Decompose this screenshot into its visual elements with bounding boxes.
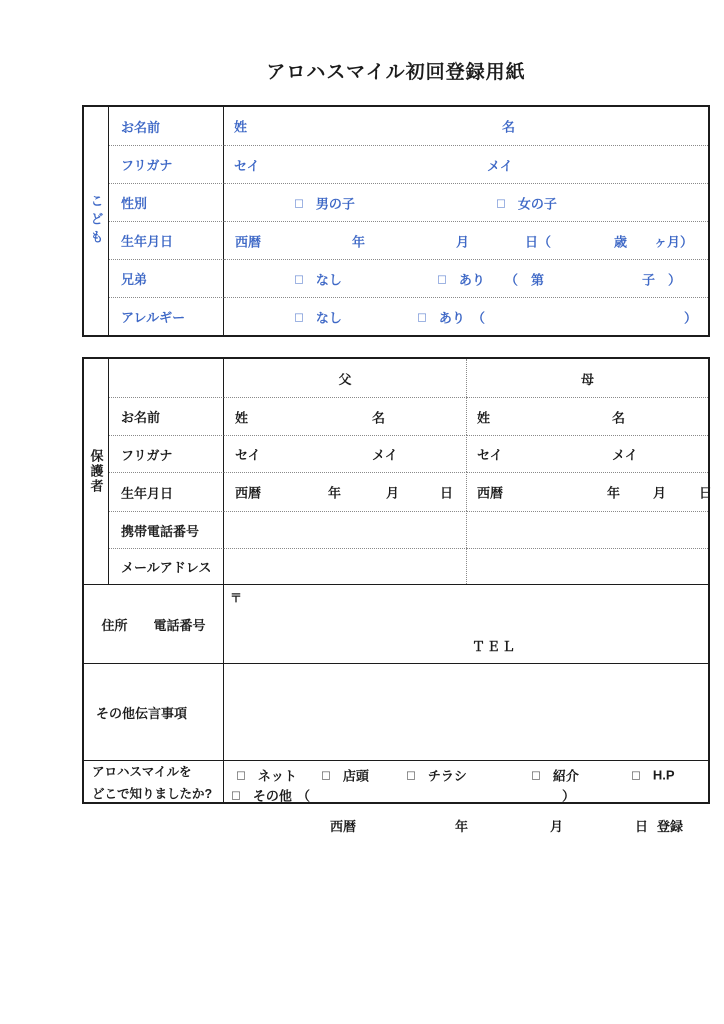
referral-other-option bbox=[232, 786, 292, 805]
child-furigana-label-cell: フリガナ bbox=[109, 145, 224, 183]
store-checkbox-icon[interactable]: □ bbox=[322, 767, 330, 783]
footer-registered: 登録 bbox=[657, 819, 684, 834]
gender-girl-option bbox=[497, 193, 557, 212]
child-name-label-cell: お名前 bbox=[109, 107, 224, 145]
referral-label-line2: どこで知りましたか? bbox=[92, 786, 213, 801]
siblings-ordinal-open: （ 第 bbox=[505, 272, 545, 287]
child-lastname-caption: 姓 bbox=[234, 119, 248, 135]
guardian-email-label-cell: メールアドレス bbox=[109, 548, 224, 584]
flyer-option-label: チラシ bbox=[427, 768, 467, 784]
mother-firstname-caption: 名 bbox=[612, 410, 626, 425]
guardian-header-spacer bbox=[109, 359, 224, 397]
father-furigana-field[interactable] bbox=[224, 435, 467, 472]
gender-boy-option bbox=[295, 193, 355, 212]
footer-year: 年 bbox=[455, 819, 469, 834]
address-label-cell: 住所 電話番号 bbox=[84, 584, 224, 663]
child-firstname-caption: 名 bbox=[502, 119, 516, 135]
child-side-label: こども bbox=[88, 194, 104, 248]
child-side-header bbox=[84, 107, 109, 335]
father-birth-field[interactable] bbox=[224, 472, 467, 511]
girl-option-label: 女の子 bbox=[517, 196, 557, 211]
referral-hp-option bbox=[632, 768, 675, 783]
mother-birth-era: 西暦 bbox=[477, 485, 504, 501]
notes-field[interactable] bbox=[224, 663, 708, 760]
referral-net-option bbox=[237, 766, 297, 785]
store-option-label: 店頭 bbox=[342, 768, 369, 784]
child-allergy-label-cell: アレルギー bbox=[109, 297, 224, 335]
guardian-birth-label-cell: 生年月日 bbox=[109, 472, 224, 511]
child-name-field[interactable] bbox=[224, 107, 708, 145]
boy-option-label: 男の子 bbox=[315, 196, 355, 211]
allergy-none-option bbox=[295, 307, 342, 326]
mother-birth-month: 月 bbox=[653, 485, 667, 501]
mother-furigana-field[interactable] bbox=[467, 435, 708, 472]
footer-month: 月 bbox=[550, 819, 564, 834]
child-siblings-field bbox=[224, 259, 708, 297]
mother-lastname-caption: 姓 bbox=[477, 410, 491, 425]
referral-intro-option bbox=[532, 766, 579, 785]
child-birth-age: 歳 bbox=[614, 234, 628, 249]
siblings-none-option bbox=[295, 269, 342, 288]
father-column-header: 父 bbox=[224, 359, 467, 397]
referral-label-cell bbox=[84, 760, 224, 802]
father-furigana-first-caption: メイ bbox=[372, 447, 398, 463]
siblings-yes-label: あり bbox=[458, 272, 485, 287]
father-furigana-last-caption: セイ bbox=[235, 447, 261, 463]
mother-furigana-first-caption: メイ bbox=[612, 447, 638, 463]
intro-checkbox-icon[interactable]: □ bbox=[532, 767, 540, 783]
net-option-label: ネット bbox=[257, 768, 297, 784]
mother-birth-field[interactable] bbox=[467, 472, 713, 511]
father-birth-month: 月 bbox=[386, 485, 400, 501]
intro-option-label: 紹介 bbox=[552, 768, 579, 784]
child-birth-months: ヶ月） bbox=[654, 234, 694, 249]
father-email-field[interactable] bbox=[224, 548, 467, 584]
referral-flyer-option bbox=[407, 766, 467, 785]
other-paren-open: （ bbox=[297, 788, 311, 804]
child-allergy-field bbox=[224, 297, 708, 335]
mother-mobile-field[interactable] bbox=[467, 511, 708, 548]
postal-mark-icon: 〒 bbox=[230, 591, 243, 605]
hp-option-label: H.P bbox=[652, 767, 675, 783]
father-birth-era: 西暦 bbox=[235, 485, 262, 501]
guardian-name-label-cell: お名前 bbox=[109, 397, 224, 435]
mother-column-header: 母 bbox=[580, 371, 594, 387]
other-checkbox-icon[interactable]: □ bbox=[232, 787, 240, 803]
notes-label-cell: その他伝言事項 bbox=[84, 663, 224, 760]
father-mobile-field[interactable] bbox=[224, 511, 467, 548]
referral-label-line1: アロハスマイルを bbox=[92, 764, 192, 779]
page-title: アロハスマイル初回登録用紙 bbox=[266, 62, 526, 83]
siblings-none-label: なし bbox=[315, 272, 342, 287]
allergy-yes-checkbox-icon[interactable]: □ bbox=[418, 309, 426, 324]
child-gender-label-cell: 性別 bbox=[109, 183, 224, 221]
allergy-yes-label: あり bbox=[438, 310, 465, 325]
mother-birth-day: 日 bbox=[699, 485, 713, 501]
allergy-paren-open: （ bbox=[472, 310, 486, 325]
guardian-side-label: 保護者 bbox=[88, 449, 104, 494]
allergy-paren-close: ） bbox=[684, 310, 698, 325]
child-birth-year: 年 bbox=[352, 234, 366, 249]
father-lastname-caption: 姓 bbox=[235, 410, 249, 425]
mother-name-field[interactable] bbox=[467, 397, 708, 435]
hp-checkbox-icon[interactable]: □ bbox=[632, 767, 640, 783]
child-birth-field[interactable] bbox=[224, 221, 708, 259]
referral-store-option bbox=[322, 766, 369, 785]
guardian-furigana-label-cell: フリガナ bbox=[109, 435, 224, 472]
siblings-yes-checkbox-icon[interactable]: □ bbox=[438, 271, 446, 286]
child-birth-era: 西暦 bbox=[235, 234, 262, 249]
father-birth-year: 年 bbox=[328, 485, 342, 501]
father-firstname-caption: 名 bbox=[372, 410, 386, 425]
boy-checkbox-icon[interactable]: □ bbox=[295, 195, 303, 210]
child-birth-label-cell: 生年月日 bbox=[109, 221, 224, 259]
father-name-field[interactable] bbox=[224, 397, 467, 435]
child-info-table bbox=[82, 105, 710, 337]
guardian-mobile-label-cell: 携帯電話番号 bbox=[109, 511, 224, 548]
tel-caption: ＴＥＬ bbox=[472, 639, 518, 654]
child-birth-month: 月 bbox=[456, 234, 470, 249]
child-furigana-last-caption: セイ bbox=[234, 158, 260, 173]
mother-email-field[interactable] bbox=[467, 548, 708, 584]
other-paren-close: ） bbox=[562, 788, 576, 804]
guardian-side-header bbox=[84, 359, 109, 584]
allergy-yes-option bbox=[418, 307, 465, 326]
child-furigana-first-caption: メイ bbox=[487, 158, 513, 173]
child-birth-day: 日（ bbox=[525, 234, 552, 249]
girl-checkbox-icon[interactable]: □ bbox=[497, 195, 505, 210]
child-siblings-label-cell: 兄弟 bbox=[109, 259, 224, 297]
footer-era: 西暦 bbox=[330, 819, 357, 834]
siblings-none-checkbox-icon[interactable]: □ bbox=[295, 271, 303, 286]
father-birth-day: 日 bbox=[440, 485, 454, 501]
footer-day: 日 bbox=[635, 819, 649, 834]
child-furigana-field[interactable] bbox=[224, 145, 708, 183]
referral-field bbox=[224, 760, 708, 802]
guardian-info-table bbox=[82, 357, 713, 804]
siblings-yes-option bbox=[438, 269, 485, 288]
mother-birth-year: 年 bbox=[607, 485, 621, 501]
net-checkbox-icon[interactable]: □ bbox=[237, 767, 245, 783]
other-option-label: その他 bbox=[252, 788, 292, 804]
address-field[interactable] bbox=[224, 584, 708, 663]
allergy-none-checkbox-icon[interactable]: □ bbox=[295, 309, 303, 324]
siblings-ordinal-close: 子 ） bbox=[642, 272, 682, 287]
child-gender-field bbox=[224, 183, 708, 221]
registration-date-line bbox=[82, 816, 710, 836]
mother-furigana-last-caption: セイ bbox=[477, 447, 503, 463]
flyer-checkbox-icon[interactable]: □ bbox=[407, 767, 415, 783]
allergy-none-label: なし bbox=[315, 310, 342, 325]
